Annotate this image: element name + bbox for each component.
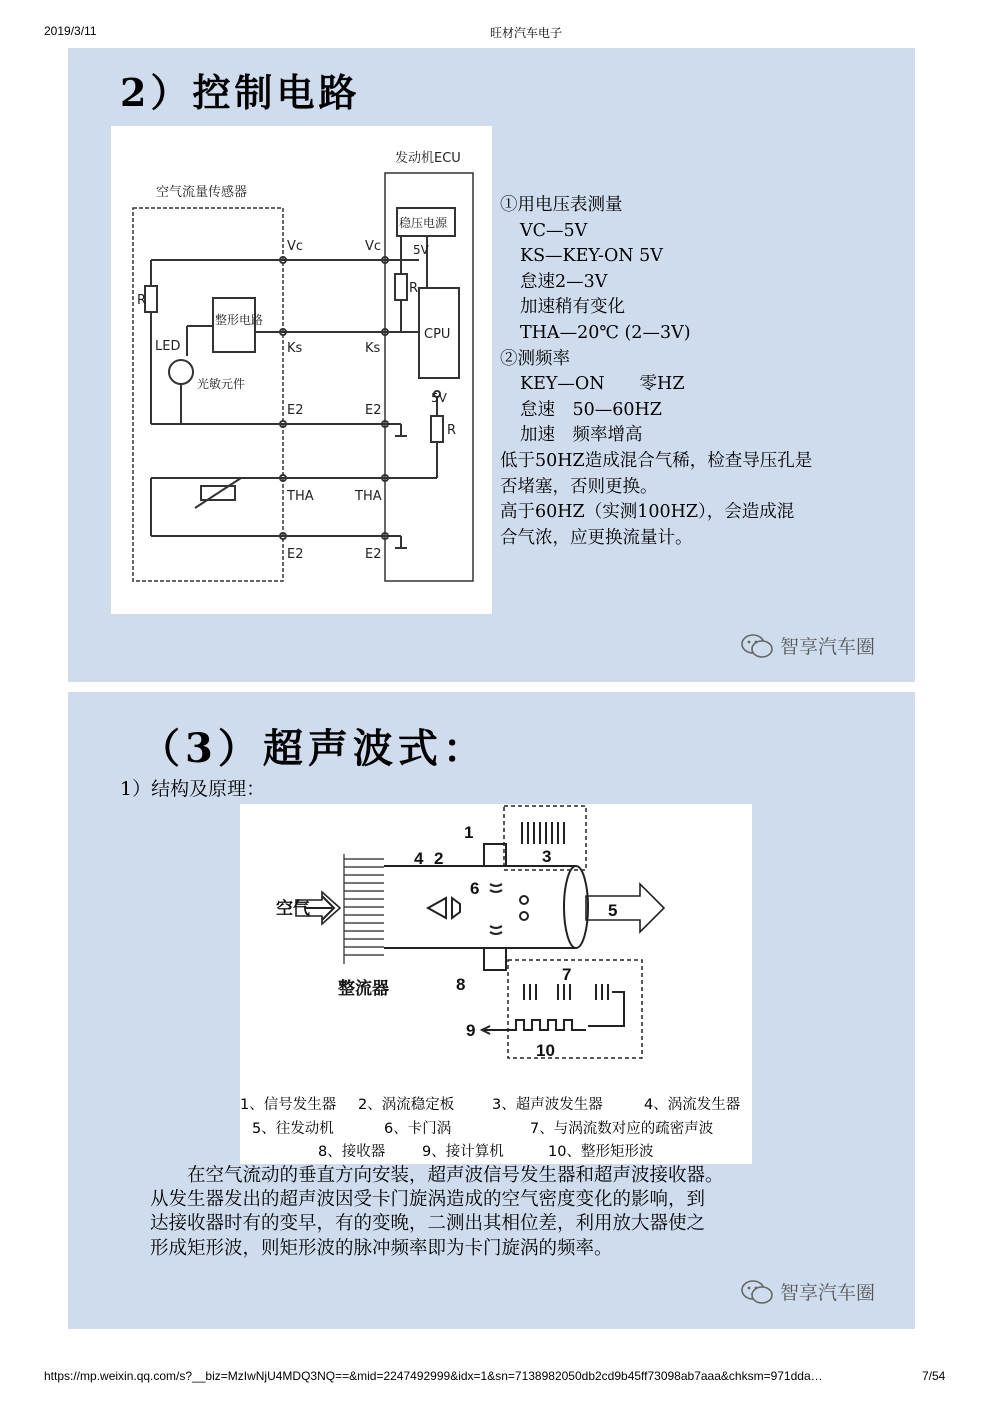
r-mid-label: R — [409, 281, 419, 296]
label-2: 2 — [434, 849, 444, 868]
label-9: 9 — [466, 1021, 476, 1040]
measurement-notes — [500, 193, 910, 551]
e2-left-2: E2 — [287, 547, 304, 562]
legend-item: 5、往发动机 — [252, 1120, 334, 1137]
note-line: 怠速 50—60HZ — [520, 399, 662, 420]
v5-right-label: 5V — [431, 391, 447, 405]
ks-left: Ks — [287, 341, 303, 356]
note-line: THA—20℃ (2—3V) — [520, 322, 691, 343]
note-line: ①用电压表测量 — [500, 195, 623, 215]
tha-left: THA — [287, 489, 314, 504]
note-line: 怠速2—3V — [520, 271, 608, 292]
legend-item: 3、超声波发生器 — [492, 1097, 603, 1113]
legend-item: 1、信号发生器 — [240, 1097, 337, 1113]
slide-ultrasonic — [68, 692, 915, 1329]
label-7: 7 — [562, 965, 572, 984]
legend-item: 4、涡流发生器 — [644, 1097, 741, 1113]
slide-subtitle: 1）结构及原理： — [120, 778, 266, 800]
sensor-label: 空气流量传感器 — [156, 185, 248, 200]
tha-right: THA — [355, 489, 382, 504]
label-6: 6 — [470, 879, 480, 898]
note-line: 高于60HZ（实测100HZ），会造成混 — [500, 502, 795, 523]
paragraph-line: 达接收器时有的变早，有的变晚，二测出其相位差，利用放大器使之 — [150, 1213, 706, 1235]
legend-item: 6、卡门涡 — [384, 1120, 452, 1137]
ultrasonic-diagram — [240, 804, 752, 1164]
label-8: 8 — [456, 975, 466, 994]
r-right-label: R — [447, 423, 457, 438]
watermark-text: 智享汽车圈 — [780, 636, 876, 658]
label-10: 10 — [536, 1041, 555, 1060]
paragraph-line: 从发生器发出的超声波因受卡门旋涡造成的空气密度变化的影响，到 — [150, 1189, 706, 1211]
legend-row — [240, 1094, 752, 1118]
v5-label: 5V — [413, 243, 429, 257]
air-label: 空气 — [276, 899, 310, 918]
vc-left: Vc — [287, 239, 304, 254]
note-line: KEY—ON 零HZ — [520, 374, 685, 395]
e2-right-2: E2 — [365, 547, 382, 562]
watermark-text: 智享汽车圈 — [780, 1282, 876, 1304]
header-date: 2019/3/11 — [44, 24, 97, 38]
paragraph-line: 形成矩形波，则矩形波的脉冲频率即为卡门旋涡的频率。 — [150, 1237, 613, 1259]
footer-page: 7/54 — [922, 1369, 946, 1383]
note-line: 合气浓，应更换流量计。 — [500, 527, 693, 548]
shaping-label: 整形电路 — [215, 313, 264, 327]
label-5: 5 — [608, 901, 618, 920]
legend-item: 8、接收器 — [318, 1144, 386, 1160]
label-4: 4 — [414, 849, 424, 868]
watermark — [740, 632, 875, 659]
header-site: 旺材汽车电子 — [490, 26, 563, 40]
slide-title: 2）控制电路 — [120, 70, 361, 115]
circuit-svg — [111, 126, 492, 614]
regulator-label: 稳压电源 — [399, 216, 448, 230]
control-circuit-diagram — [111, 126, 492, 614]
vc-right: Vc — [365, 239, 382, 254]
paragraph-line: 在空气流动的垂直方向安装，超声波信号发生器和超声波接收器。 — [150, 1165, 724, 1186]
footer-url[interactable]: https://mp.weixin.qq.com/s?__biz=MzIwNjU4MDQ3NQ==&mid=2247492999&idx=1&sn=7138982050db2cd9b45ff73098ab7aaa&chksm=971dda… — [44, 1369, 823, 1383]
note-line: 否堵塞，否则更换。 — [500, 476, 658, 497]
ultrasonic-svg — [240, 804, 752, 1094]
led-label: LED — [155, 339, 181, 354]
legend-item: 10、整形矩形波 — [548, 1144, 654, 1160]
legend-item: 9、接计算机 — [422, 1144, 504, 1160]
label-3: 3 — [542, 847, 552, 866]
r-left-label: R — [137, 293, 147, 308]
note-line: ②测频率 — [500, 348, 570, 369]
note-line: 低于50HZ造成混合气稀，检查导压孔是 — [500, 450, 813, 471]
slide-title: （3）超声波式： — [140, 725, 488, 772]
cpu-label: CPU — [424, 327, 451, 342]
e2-right: E2 — [365, 403, 382, 418]
note-line: VC—5V — [520, 220, 588, 241]
slide-control-circuit — [68, 48, 915, 682]
note-line: KS—KEY-ON 5V — [520, 246, 663, 267]
note-line: 加速稍有变化 — [520, 297, 625, 318]
e2-left: E2 — [287, 403, 304, 418]
legend-item: 7、与涡流数对应的疏密声波 — [530, 1120, 714, 1137]
diagram-legend — [240, 1094, 752, 1165]
photo-label: 光敏元件 — [197, 377, 246, 391]
legend-item: 2、涡流稳定板 — [358, 1097, 455, 1113]
rectifier-label: 整流器 — [338, 979, 389, 998]
watermark — [740, 1278, 875, 1305]
ks-right: Ks — [365, 341, 381, 356]
legend-row — [240, 1118, 752, 1142]
principle-paragraph — [150, 1164, 890, 1261]
wechat-icon — [740, 1279, 774, 1305]
ecu-label: 发动机ECU — [395, 151, 461, 166]
note-line: 加速 频率增高 — [520, 425, 643, 446]
legend-row — [240, 1141, 752, 1165]
label-1: 1 — [464, 823, 474, 842]
wechat-icon — [740, 633, 774, 659]
